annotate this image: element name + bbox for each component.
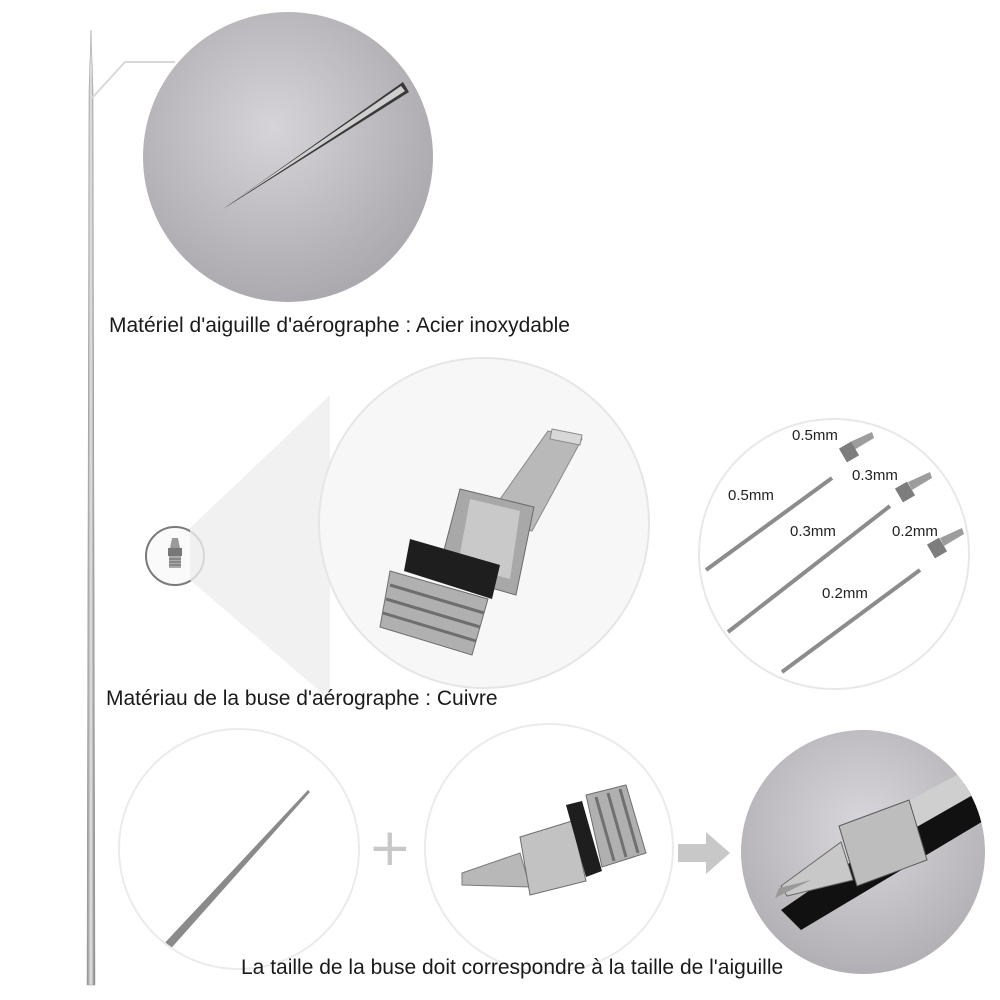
label-nozzle-02: 0.2mm [892,523,938,540]
assembled-circle [741,730,985,974]
needle-material-caption: Matériel d'aiguille d'aérographe : Acier inoxydable [109,314,570,337]
label-needle-05: 0.5mm [728,487,774,504]
nozzle-material-caption: Matériau de la buse d'aérographe : Cuivre [106,687,498,710]
label-needle-03: 0.3mm [790,523,836,540]
sizes-circle [698,418,970,690]
label-nozzle-03: 0.3mm [852,467,898,484]
label-needle-02: 0.2mm [822,585,868,602]
nozzle-05 [839,432,874,462]
arrow-right-icon [678,832,734,874]
needle-circle [118,728,360,970]
nozzle-zoom [318,357,650,689]
size-match-caption: La taille de la buse doit correspondre à la taille de l'aiguille [241,956,784,979]
label-nozzle-05: 0.5mm [792,427,838,444]
plus-icon: + [368,818,412,878]
nozzle-03 [895,472,932,502]
nozzle-circle [424,723,674,973]
